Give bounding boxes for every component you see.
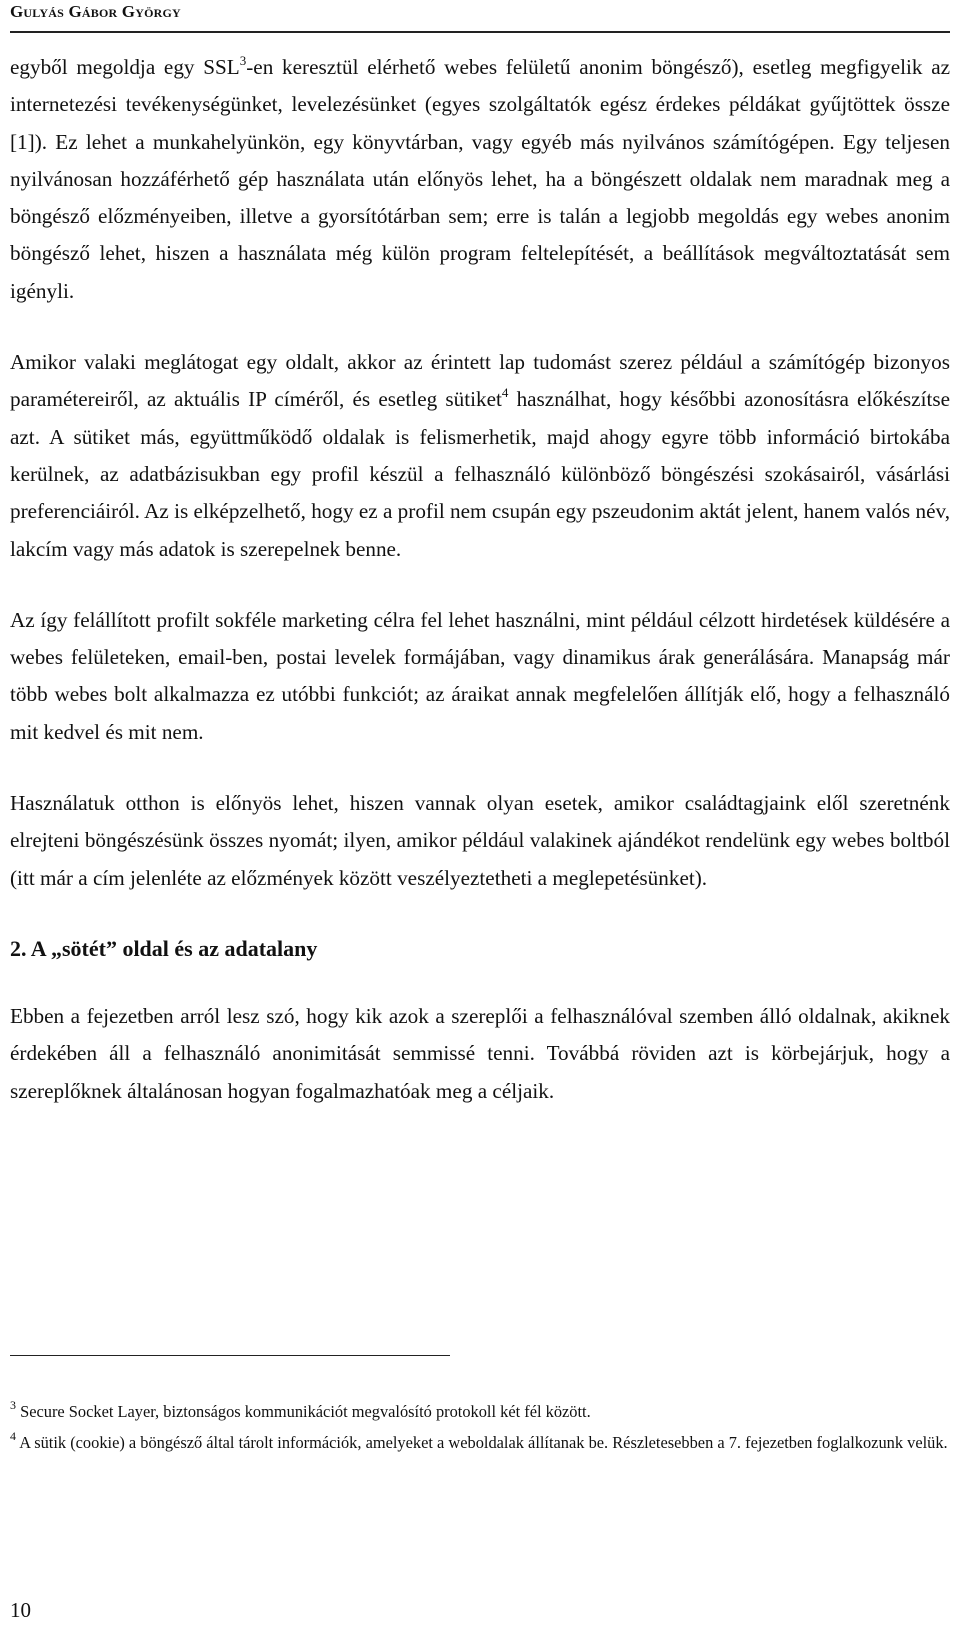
header-rule [10,31,950,33]
paragraph-2-text-start: Amikor valaki meglátogat egy oldalt, akkor az érintett lap tudomást szerez például a számítógép bizonyos paramétereiről, az aktuális IP címéről, és esetleg sütiket [10,350,950,412]
running-header-author: Gulyás Gábor György [10,2,181,21]
paragraph-1-text-end: -en keresztül elérhető webes felületű anonim böngésző), esetleg megfigyelik az internetezési tevékenységünket, levelezésünket (egyes szolgáltatók egész érdekes példákat gyűjtöttek össze [1]). Ez lehet a munkahelyünkön, egy könyvtárban, vagy egyéb más nyilvános számítógépen. Egy teljesen nyilvánosan hozzáférhető gép használata után előnyös lehet, ha a böngészett oldalak nem maradnak meg a böngésző előzményeiben, illetve a gyorsítótárban sem; erre is talán a legjobb megoldás egy webes anonim böngésző lehet, hiszen a használata még külön program feltelepítését, a beállítások megváltoztatását sem igényli. [10,55,951,303]
section-heading: 2. A „sötét” oldal és az adatalany [10,935,318,961]
paragraph-1 [10,49,950,310]
paragraph-1-text-start: egyből megoldja egy SSL [10,55,240,79]
paragraph-2-text-end: használhat, hogy későbbi azonosításra előkészítse azt. A sütiket más, együttműködő oldalak is felismerhetik, majd ahogy egyre több információ birtokába kerülnek, az adatbázisukban egy profil készül a felhasználó különböző böngészési szokásairól, vásárlási preferenciáiról. Az is elképzelhető, hogy ez a profil nem csupán egy pszeudonim aktát jelent, hanem valós név, lakcím vagy más adatok is szerepelnek benne. [10,387,950,561]
section-paragraph: Ebben a fejezetben arról lesz szó, hogy kik azok a szereplői a felhasználóval szemben álló oldalnak, akiknek érdekében áll a felhasználó anonimitását semmissé tenni. Továbbá röviden azt is körbejárjuk, hogy a szereplőknek általánosan hogyan fogalmazhatóak meg a céljaik. [10,1003,950,1103]
footnote-number: 3 [10,1398,16,1412]
body-text [10,49,950,1110]
footnote-4 [10,1429,950,1456]
footnote-number: 4 [10,1429,16,1443]
page-number: 10 [10,1598,31,1622]
paragraph-4: Használatuk otthon is előnyös lehet, hiszen vannak olyan esetek, amikor családtagjaink elől szeretnénk elrejteni böngészésünk összes nyomát; ilyen, amikor például valakinek ajándékot rendelünk egy webes boltból (itt már a cím jelenléte az előzmények között veszélyeztetheti a meglepetésünket). [10,791,950,890]
footnote-text: Secure Socket Layer, biztonságos kommunikációt megvalósító protokoll két fél között. [16,1402,591,1421]
paragraph-2 [10,344,950,568]
footnote-separator [10,1355,450,1356]
footnotes [10,1398,950,1456]
footnote-ref-3[interactable]: 3 [239,53,247,68]
paragraph-3: Az így felállított profilt sokféle marketing célra fel lehet használni, mint például célzott hirdetések küldésére a webes felületeken, email-ben, postai levelek formájában, vagy dinamikus árak generálására. Manapság már több webes bolt alkalmazza ez utóbbi funkciót; az áraikat annak megfelelően állítják elő, hogy a felhasználó mit kedvel és mit nem. [10,607,950,744]
footnote-text: A sütik (cookie) a böngésző által tárolt információk, amelyeket a weboldalak állítanak be. Részletesebben a 7. fejezetben foglalkozunk velük. [16,1433,948,1452]
footnote-ref-4[interactable]: 4 [501,385,509,401]
footnote-3 [10,1398,950,1425]
